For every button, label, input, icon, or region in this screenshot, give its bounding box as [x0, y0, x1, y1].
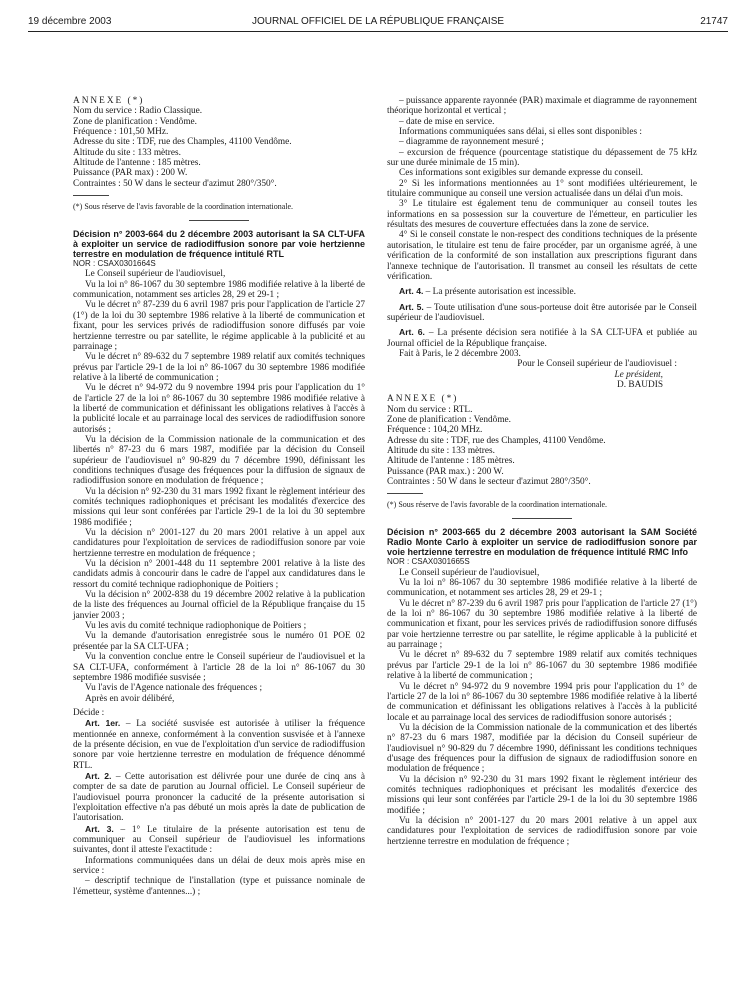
article-5: [387, 302, 697, 324]
paragraph: Vu la loi n° 86-1067 du 30 septembre 1986 modifiée relative à la liberté de communication, notamment ses articles 28, 29 et 29-1 ;: [73, 279, 365, 301]
paragraph: Vu la décision n° 2001-127 du 20 mars 2001 relative à un appel aux candidatures pour l'exploitation de services de radiodiffusion sonore par voie hertzienne terrestre en modulation de fréquence ;: [73, 528, 365, 559]
annex-title: ANNEXE (*): [73, 96, 145, 106]
annex-line: Altitude de l'antenne : 185 mètres.: [73, 158, 201, 169]
signature-role: Le président,: [614, 369, 663, 380]
article-3: [73, 824, 365, 856]
paragraph: Vu la décision n° 92-230 du 31 mars 1992 fixant le règlement intérieur des comités techniques radiophoniques et précisant les modalités d'exercice des missions qui leur sont conférées par l'article 29-1 de la loi du 30 septembre 1986 modifiée ;: [73, 486, 365, 528]
annex-line: Fréquence : 104,20 MHz.: [387, 425, 483, 436]
annex-line: Puissance (PAR max.) : 200 W.: [387, 466, 504, 477]
annex-line: Zone de planification : Vendôme.: [73, 116, 198, 127]
paragraph: 3° Le titulaire est également tenu de communiquer au conseil toutes les informations en sa possession sur la couverture de l'émetteur, en particulier les résultats des mesures de couverture effectuées dans la zone de service.: [387, 199, 697, 231]
article-text: – La société susvisée est autorisée à utiliser la fréquence mentionnée en annexe, conformément à la convention susvisée et à l'annexe de la présente décision, en vue de l'exploitation d'un service de radiodiffusion sonore par voie hertzienne terrestre en modulation de fréquence dénommé RTL.: [73, 719, 365, 771]
annex-line: Altitude du site : 133 mètres.: [387, 446, 495, 456]
section-separator: [189, 220, 249, 221]
paragraph: – excursion de fréquence (pourcentage statistique du dépassement de 75 kHz sur une durée minimale de 15 min).: [387, 147, 697, 169]
decision-title: Décision n° 2003-665 du 2 décembre 2003 autorisant la SAM Société Radio Monte Carlo à exploiter un service de radiodiffusion sonore par voie hertzienne terrestre en modulation de fréquence intitulé RMC Info: [387, 527, 697, 558]
annex-line: Nom du service : Radio Classique.: [73, 106, 203, 117]
footnote-separator: [73, 195, 109, 196]
article-label: Art. 4.: [399, 286, 424, 297]
paragraph: Vu l'avis de l'Agence nationale des fréquences ;: [85, 683, 263, 694]
annex-line: Altitude de l'antenne : 185 mètres.: [387, 456, 515, 467]
paragraph: Vu le décret n° 94-972 du 9 novembre 1994 pris pour l'application du 1° de l'article 27 de la loi n° 86-1067 du 30 septembre 1986 modifiée relative à la liberté de communication et définissant les obligations relatives à l'accès à la publicité locale et au parrainage local des services de radiodiffusion sonore autorisés ;: [387, 681, 697, 723]
article-text: – La présente décision sera notifiée à la SA CLT-UFA et publiée au Journal officiel de la République française.: [387, 328, 697, 349]
annex-line: Zone de planification : Vendôme.: [387, 414, 512, 425]
paragraph: 4° Si le conseil constate le non-respect des conditions techniques de la présente autorisation, le titulaire est tenu de faire procéder, par un organisme agréé, à une vérification de la conformité de son installation aux prescriptions figurant dans l'annexe technique de l'autorisation. Il transmet au conseil les résultats de cette vérification.: [387, 230, 697, 282]
annex-line: Contraintes : 50 W dans le secteur d'azimut 280°/350°.: [73, 178, 277, 189]
paragraph: 2° Si les informations mentionnées au 1° sont modifiées ultérieurement, le titulaire communique au conseil une version actualisée dans un délai d'un mois.: [387, 178, 697, 200]
paragraph: Vu le décret n° 87-239 du 6 avril 1987 pris pour l'application de l'article 27 (1°) de la loi du 30 septembre 1986 relative à la liberté de communication et fixant, pour les services privés de radiodiffusion sonore diffusés par voie hertzienne terrestre ou par satellite, le régime applicable à la publicité et au parrainage ;: [73, 300, 365, 352]
paragraph: Le Conseil supérieur de l'audiovisuel,: [399, 567, 540, 578]
annex-line: Puissance (PAR max) : 200 W.: [73, 168, 188, 179]
paragraph: Vu la décision n° 92-230 du 31 mars 1992 fixant le règlement intérieur des comités techniques radiophoniques et précisant les modalités d'exercice des missions qui leur sont conférées par l'article 29-1 de la loi du 30 septembre 1986 modifiée ;: [387, 774, 697, 816]
article-label: Art. 2.: [85, 770, 112, 781]
paragraph: Vu la convention conclue entre le Conseil supérieur de l'audiovisuel et la SA CLT-UFA, conformément à l'article 28 de la loi n° 86-1067 du 30 septembre 1986 modifiée susvisée ;: [73, 652, 365, 683]
left-column: [73, 96, 365, 897]
annex-line: Contraintes : 50 W dans le secteur d'azimut 280°/350°.: [387, 477, 591, 488]
paragraph: Vu la décision n° 2001-448 du 11 septembre 2001 relative à la liste des candidats admis à concourir dans le cadre de l'appel aux candidatures dans le ressort du comité technique radiophonique de Poitiers ;: [73, 559, 365, 590]
paragraph: Vu la décision de la Commission nationale de la communication et des libertés n° 87-23 du 6 mars 1987, modifiée par la décision du Conseil supérieur de l'audiovisuel n° 90-829 du 7 décembre 1990, définissant les conditions techniques d'usage des fréquences pour la diffusion de signaux de radiodiffusion sonore en modulation de fréquence ;: [387, 722, 697, 775]
paragraph: Vu la décision n° 2001-127 du 20 mars 2001 relative à un appel aux candidatures pour l'exploitation de services de radiodiffusion sonore par voie hertzienne terrestre en modulation de fréquence ;: [387, 815, 697, 847]
signature-block: [387, 359, 697, 390]
annex-line: Adresse du site : TDF, rue des Champles, 41100 Vendôme.: [387, 435, 606, 446]
signature-name: D. BAUDIS: [617, 379, 663, 390]
paragraph: Vu le décret n° 89-632 du 7 septembre 1989 relatif aux comités techniques prévus par l'article 29-1 de la loi n° 86-1067 du 30 septembre 1986 modifiée relative à la liberté de communication ;: [387, 650, 697, 682]
paragraph: Informations communiquées sans délai, si elles sont disponibles :: [399, 127, 642, 138]
article-text: – Toute utilisation d'une sous-porteuse doit être autorisée par le Conseil supérieur de l'audiovisuel.: [387, 302, 697, 323]
article-label: Art. 3.: [85, 823, 114, 834]
annex-title: ANNEXE (*): [387, 394, 459, 405]
header-page-number: 21747: [700, 16, 728, 27]
article-label: Art. 1er.: [85, 718, 121, 729]
paragraph: – descriptif technique de l'installation (type et puissance nominale de l'émetteur, système d'antennes...) ;: [73, 876, 365, 897]
article-6: [387, 327, 697, 349]
article-4: [387, 286, 697, 297]
nor-reference: NOR : CSAX0301664S: [73, 259, 156, 269]
annex-line: Fréquence : 101,50 MHz.: [73, 127, 169, 138]
paragraph: Vu le décret n° 94-972 du 9 novembre 1994 pris pour l'application du 1° de l'article 27 de la loi n° 86-1067 du 30 septembre 1986 modifiée relative à la liberté de communication et définissant les obligations relatives à l'accès à la publicité locale et au parrainage local des services de radiodiffusion sonore autorisés ;: [73, 383, 365, 435]
header-rule: [28, 31, 728, 32]
paragraph: Le Conseil supérieur de l'audiovisuel,: [85, 269, 226, 280]
decide-heading: Décide :: [73, 707, 105, 718]
nor-reference: NOR : CSAX0301665S: [387, 557, 470, 567]
article-label: Art. 6.: [399, 327, 425, 338]
paragraph: Ces informations sont exigibles sur demande expresse du conseil.: [399, 168, 643, 179]
paragraph: Vu la décision n° 2002-838 du 19 décembre 2002 relative à la publication de la liste des fréquences au Journal officiel de la République française du 15 janvier 2003 ;: [73, 590, 365, 621]
article-text: – 1° Le titulaire de la présente autorisation est tenu de communiquer au Conseil supérieur de l'audiovisuel les informations suivantes, dont il atteste l'exactitude :: [73, 824, 365, 856]
footnote: (*) Sous réserve de l'avis favorable de la coordination internationale.: [387, 500, 608, 510]
paragraph: Vu le décret n° 87-239 du 6 avril 1987 pris pour l'application de l'article 27 (1°) de la loi n° 86-1067 du 30 septembre 1986 modifiée relative à la liberté de communication et fixant, pour les services privés de radiodiffusion sonore diffusés par voie hertzienne terrestre ou par satellite, le régime applicable à la publicité et au parrainage ;: [387, 598, 697, 651]
footnote-separator: [387, 493, 423, 494]
paragraph: Informations communiquées dans un délai de deux mois après mise en service :: [73, 855, 365, 877]
paragraph: Vu la décision de la Commission nationale de la communication et des libertés n° 87-23 du 6 mars 1987, modifiée par la décision du Conseil supérieur de l'audiovisuel n° 90-829 du 7 décembre 1990, définissant les conditions techniques d'usage des fréquences pour la diffusion de signaux de radiodiffusion sonore en modulation de fréquence ;: [73, 434, 365, 487]
fait-line: Fait à Paris, le 2 décembre 2003.: [399, 348, 521, 359]
signature-org: Pour le Conseil supérieur de l'audiovisuel :: [517, 359, 677, 370]
article-text: – Cette autorisation est délivrée pour une durée de cinq ans à compter de sa date de parution au Journal officiel. Le Conseil supérieur de l'audiovisuel pourra prononcer la caducité de la présente autorisation si l'exploitation effective n'a pas débuté un mois après la date de publication de l'autorisation.: [73, 771, 366, 824]
footnote: (*) Sous réserve de l'avis favorable de la coordination internationale.: [73, 202, 294, 212]
paragraph: Vu la demande d'autorisation enregistrée sous le numéro 01 POE 02 présentée par la SA CLT-UFA ;: [73, 631, 365, 652]
article-label: Art. 5.: [399, 301, 424, 312]
annex-line: Altitude du site : 133 mètres.: [73, 147, 181, 158]
article-1: [73, 718, 365, 771]
article-2: [73, 771, 365, 824]
annex-line: Adresse du site : TDF, rue des Champles, 41100 Vendôme.: [73, 137, 292, 148]
paragraph: – date de mise en service.: [399, 116, 495, 127]
paragraph: Après en avoir délibéré,: [85, 693, 175, 704]
paragraph: Vu la loi n° 86-1067 du 30 septembre 1986 modifiée relative à la liberté de communication, et notamment ses articles 28, 29 et 29-1 ;: [387, 578, 697, 599]
decision-title: Décision n° 2003-664 du 2 décembre 2003 autorisant la SA CLT-UFA à exploiter un service de radiodiffusion sonore par voie hertzienne terrestre en modulation de fréquence intitulé RTL: [73, 229, 365, 260]
right-column: [387, 96, 697, 847]
paragraph: Vu les avis du comité technique radiophonique de Poitiers ;: [85, 621, 307, 632]
paragraph: – puissance apparente rayonnée (PAR) maximale et diagramme de rayonnement théorique horizontal et vertical ;: [387, 96, 697, 117]
page-header: [28, 14, 728, 30]
header-date: 19 décembre 2003: [28, 16, 112, 27]
paragraph: Vu le décret n° 89-632 du 7 septembre 1989 relatif aux comités techniques prévus par l'article 29-1 de la loi n° 86-1067 du 30 septembre 1986 modifiée relative à la liberté de communication ;: [73, 352, 365, 383]
annex-line: Nom du service : RTL.: [387, 404, 473, 415]
article-text: – La présente autorisation est incessible.: [423, 287, 576, 298]
paragraph: – diagramme de rayonnement mesuré ;: [399, 137, 544, 148]
section-separator: [512, 518, 572, 519]
header-title: JOURNAL OFFICIEL DE LA RÉPUBLIQUE FRANÇAISE: [251, 16, 505, 27]
